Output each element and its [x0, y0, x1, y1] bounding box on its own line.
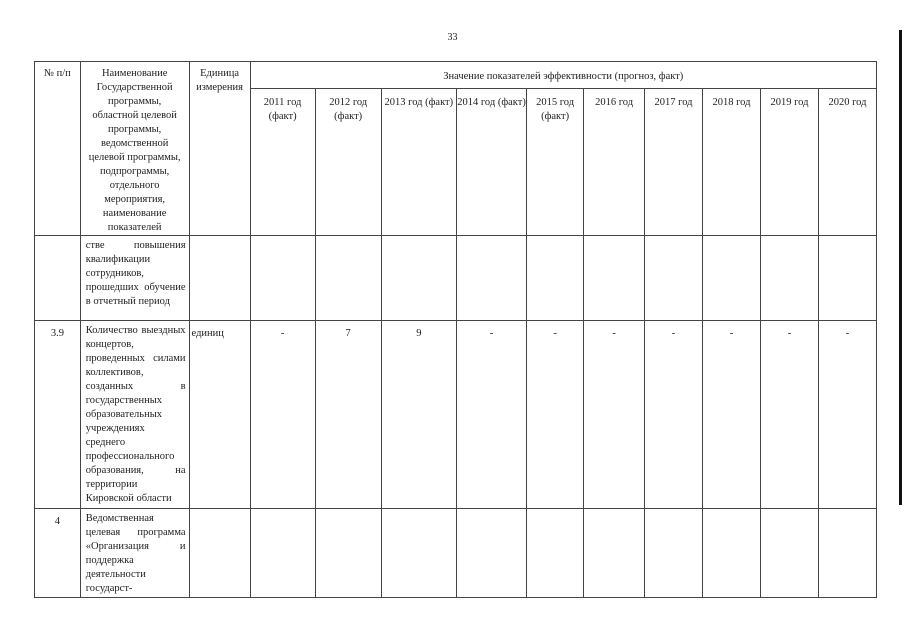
row-value: [818, 509, 876, 598]
row-value: [456, 236, 526, 321]
row-value: -: [818, 321, 876, 509]
row-value: -: [645, 321, 703, 509]
table-row: [35, 509, 877, 598]
header-year: 2011 год (факт): [250, 89, 315, 236]
row-value: [645, 509, 703, 598]
row-value: [818, 236, 876, 321]
row-value: [381, 509, 456, 598]
row-value: -: [703, 321, 761, 509]
indicators-table: [34, 61, 877, 598]
row-value: [315, 236, 381, 321]
header-year: 2018 год: [703, 89, 761, 236]
table-row: [35, 236, 877, 321]
row-value: [527, 509, 584, 598]
row-value: -: [456, 321, 526, 509]
header-year: 2013 год (факт): [381, 89, 456, 236]
row-value: [760, 509, 818, 598]
header-row-group: [35, 62, 877, 89]
row-value: [315, 509, 381, 598]
header-year: 2014 год (факт): [456, 89, 526, 236]
row-value: [703, 509, 761, 598]
row-value: [584, 509, 645, 598]
row-unit: [189, 509, 250, 598]
header-unit: Единица измерения: [189, 62, 250, 236]
row-name: стве повышения квалификации сотрудников, прошедших обучение в отчетный период: [80, 236, 189, 321]
row-value: [250, 236, 315, 321]
header-year: 2020 год: [818, 89, 876, 236]
row-value: [703, 236, 761, 321]
header-year: 2012 год (факт): [315, 89, 381, 236]
header-year: 2019 год: [760, 89, 818, 236]
row-value: [456, 509, 526, 598]
row-value: [760, 236, 818, 321]
row-number: [35, 236, 81, 321]
row-value: 9: [381, 321, 456, 509]
row-value: [645, 236, 703, 321]
row-value: -: [527, 321, 584, 509]
row-value: 7: [315, 321, 381, 509]
header-values-group: Значение показателей эффективности (прогноз, факт): [250, 62, 876, 89]
row-value: [250, 509, 315, 598]
table-row: [35, 321, 877, 509]
row-value: -: [760, 321, 818, 509]
row-unit: [189, 236, 250, 321]
row-value: [527, 236, 584, 321]
row-value: [381, 236, 456, 321]
row-value: -: [250, 321, 315, 509]
row-value: [584, 236, 645, 321]
row-name: Ведомственная целевая программа «Организация и поддержка деятельности государст-: [80, 509, 189, 598]
row-name: Количество выездных концертов, проведенных силами коллективов, созданных в государственных образовательных учреждениях среднего профессионального образования, на территории Кировской области: [80, 321, 189, 509]
row-number: 4: [35, 509, 81, 598]
header-year: 2016 год: [584, 89, 645, 236]
row-number: 3.9: [35, 321, 81, 509]
header-number: № п/п: [35, 62, 81, 236]
row-unit: единиц: [189, 321, 250, 509]
header-year: 2017 год: [645, 89, 703, 236]
scan-edge-bar: [899, 30, 902, 505]
page-number: 33: [447, 32, 458, 43]
row-value: -: [584, 321, 645, 509]
header-year: 2015 год (факт): [527, 89, 584, 236]
header-name: Наименование Государственной программы, областной целевой программы, ведомственной целевой программы, подпрограммы, отдельного мероприятия, наименование показателей: [80, 62, 189, 236]
